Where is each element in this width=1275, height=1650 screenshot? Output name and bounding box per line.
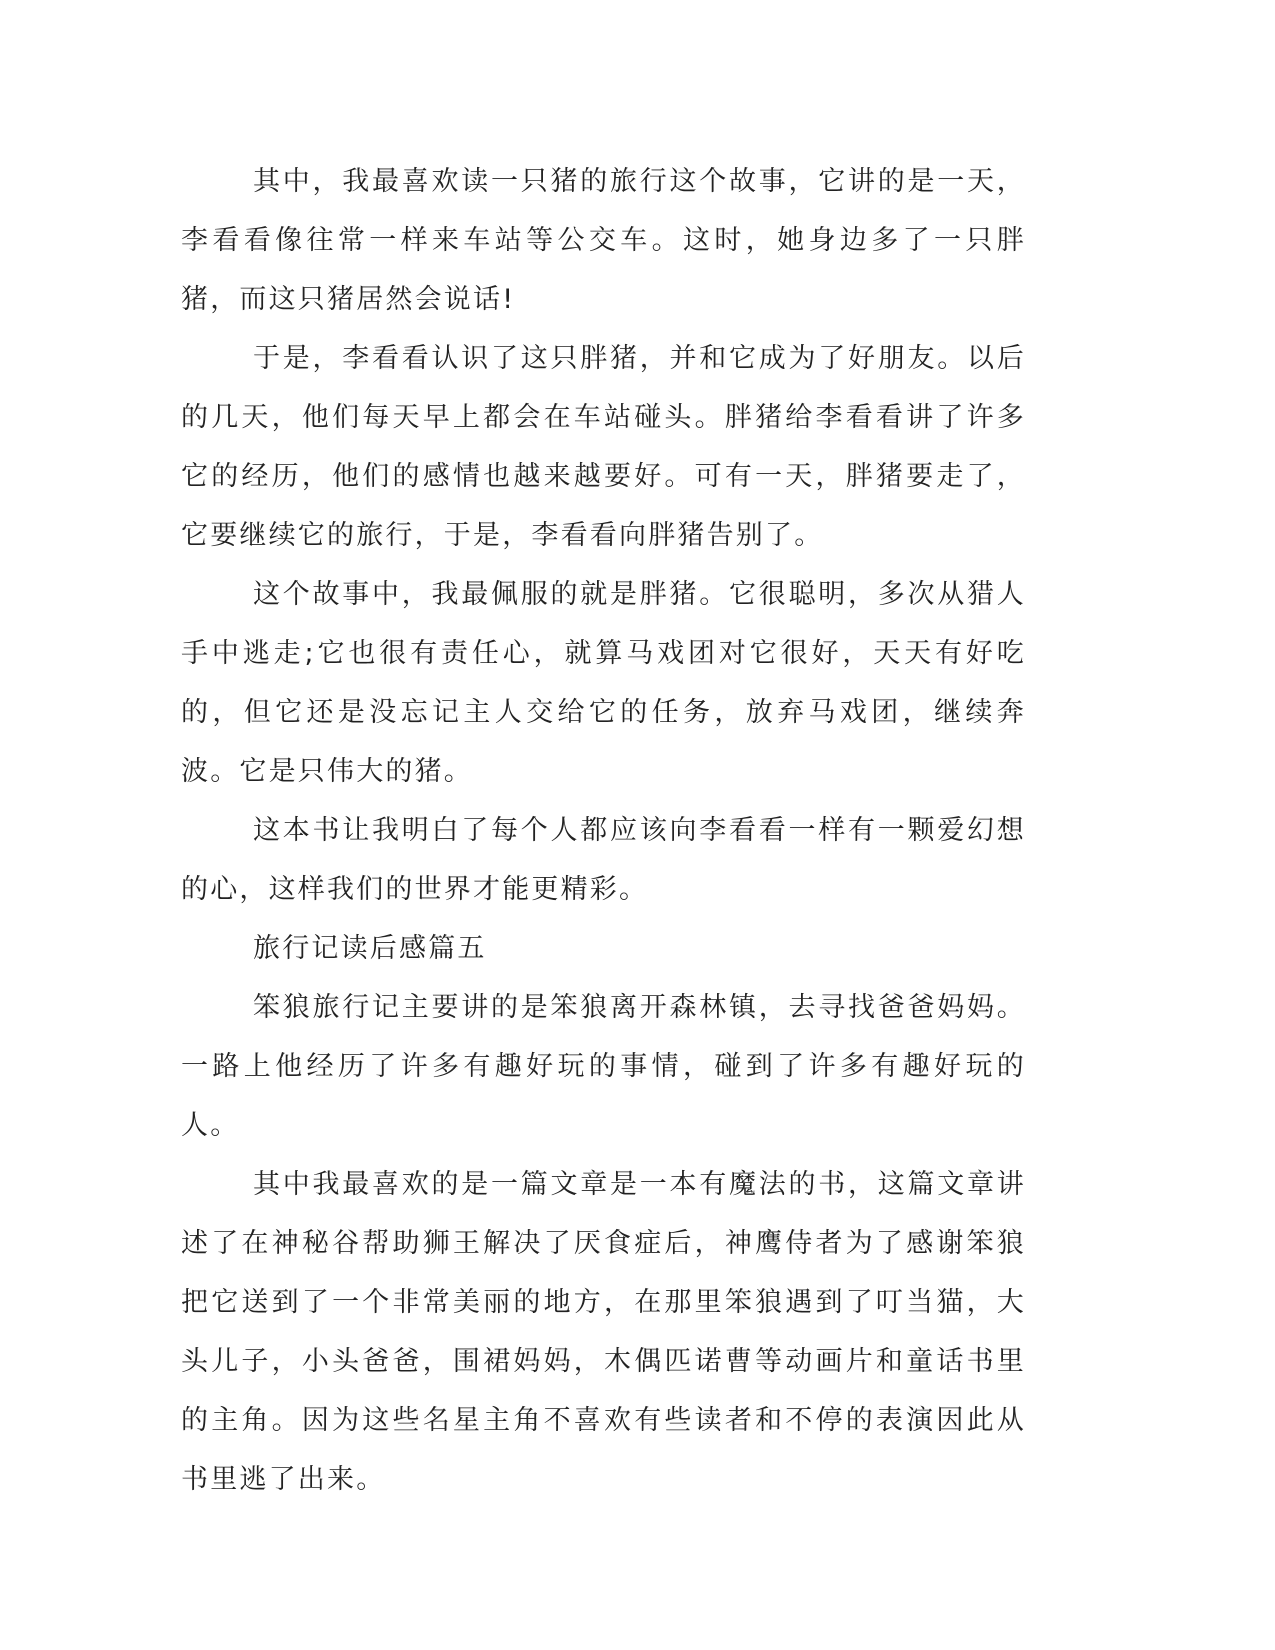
paragraph-lesson: 这本书让我明白了每个人都应该向李看看一样有一颗爱幻想的心，这样我们的世界才能更精彩。 bbox=[181, 815, 1026, 905]
paragraph-admiration: 这个故事中，我最佩服的就是胖猪。它很聪明，多次从猎人手中逃走;它也很有责任心，就算马戏团对它很好，天天有好吃的，但它还是没忘记主人交给它的任务，放弃马戏团，继续奔波。它是只伟大的猪。 bbox=[181, 579, 1026, 787]
document-body bbox=[181, 152, 1026, 1509]
paragraph-wolf-summary: 笨狼旅行记主要讲的是笨狼离开森林镇，去寻找爸爸妈妈。一路上他经历了许多有趣好玩的事情，碰到了许多有趣好玩的人。 bbox=[181, 992, 1026, 1141]
section-heading: 旅行记读后感篇五 bbox=[253, 933, 487, 964]
paragraph-pig-story-intro: 其中，我最喜欢读一只猪的旅行这个故事，它讲的是一天，李看看像往常一样来车站等公交车。这时，她身边多了一只胖猪，而这只猪居然会说话! bbox=[181, 166, 1026, 315]
paragraph-friendship: 于是，李看看认识了这只胖猪，并和它成为了好朋友。以后的几天，他们每天早上都会在车站碰头。胖猪给李看看讲了许多它的经历，他们的感情也越来越要好。可有一天，胖猪要走了，它要继续它的旅行，于是，李看看向胖猪告别了。 bbox=[181, 343, 1026, 551]
paragraph-magic-book: 其中我最喜欢的是一篇文章是一本有魔法的书，这篇文章讲述了在神秘谷帮助狮王解决了厌食症后，神鹰侍者为了感谢笨狼把它送到了一个非常美丽的地方，在那里笨狼遇到了叮当猫，大头儿子，小头爸爸，围裙妈妈，木偶匹诺曹等动画片和童话书里的主角。因为这些名星主角不喜欢有些读者和不停的表演因此从书里逃了出来。 bbox=[181, 1169, 1026, 1495]
